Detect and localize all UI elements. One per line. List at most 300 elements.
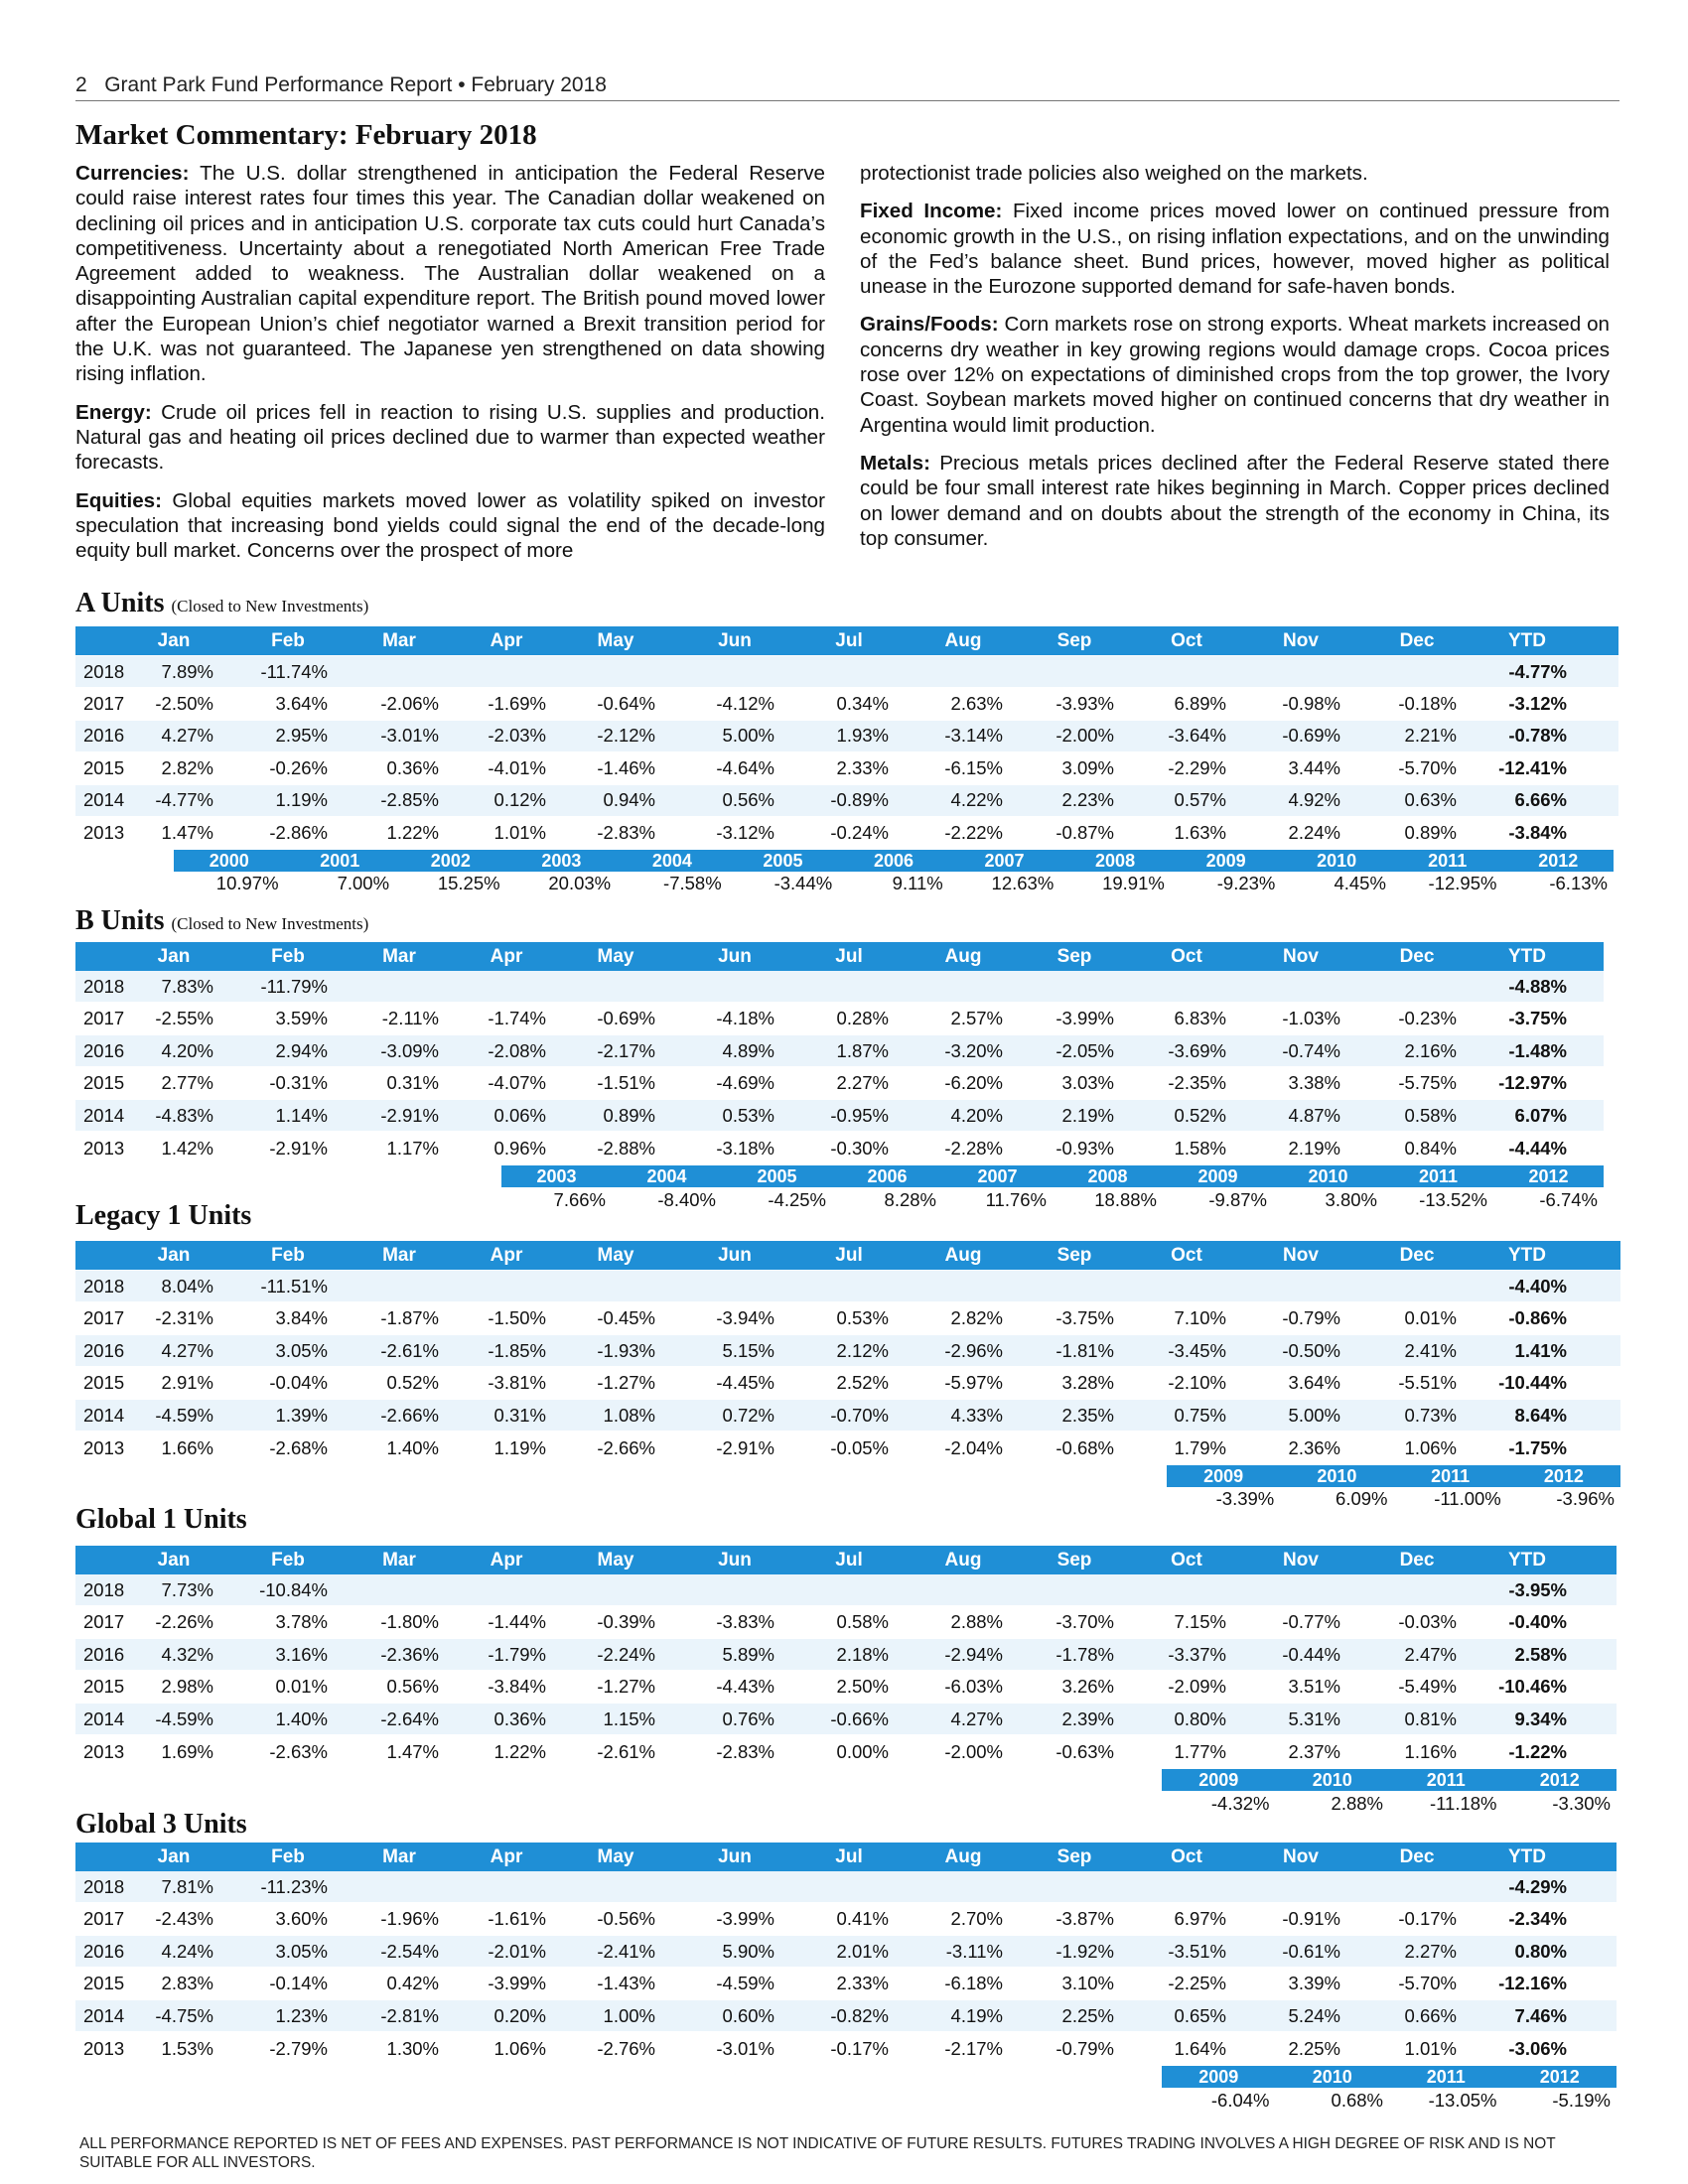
monthly-return: 0.72%	[722, 1404, 774, 1426]
row-year: 2017	[83, 1307, 125, 1329]
monthly-return: 1.63%	[1174, 821, 1226, 843]
column-header: Oct	[1171, 629, 1202, 651]
monthly-return: 7.83%	[161, 975, 213, 997]
column-header: YTD	[1508, 1244, 1546, 1266]
monthly-return: 4.19%	[950, 2004, 1003, 2026]
column-header: Jun	[718, 1244, 752, 1266]
monthly-return	[330, 1871, 439, 1902]
monthly-return: -2.96%	[944, 1339, 1003, 1361]
monthly-return: -2.88%	[597, 1137, 655, 1159]
annual-returns-row	[1162, 1792, 1617, 1816]
annual-return: 7.00%	[337, 873, 390, 893]
monthly-return: -0.23%	[1398, 1008, 1457, 1029]
monthly-return: -5.70%	[1398, 1973, 1457, 1994]
annual-year: 2009	[1198, 2066, 1239, 2087]
column-header: Jun	[718, 945, 752, 967]
monthly-return: -0.91%	[1282, 1908, 1340, 1930]
monthly-return: -3.87%	[1055, 1908, 1114, 1930]
monthly-return: 0.80%	[1174, 1707, 1226, 1729]
monthly-return: -2.25%	[1168, 1973, 1226, 1994]
row-year: 2013	[83, 1436, 125, 1458]
row-year: 2018	[83, 1578, 125, 1600]
monthly-return	[1231, 971, 1340, 1002]
table-row	[75, 1133, 1604, 1163]
monthly-return: 0.52%	[386, 1372, 439, 1394]
commentary-text: protectionist trade policies also weighed on the markets.	[860, 162, 1368, 185]
monthly-return: 3.64%	[1288, 1372, 1340, 1394]
monthly-return: -5.49%	[1398, 1676, 1457, 1698]
column-header: Nov	[1283, 1244, 1319, 1266]
table-row	[75, 1969, 1617, 1999]
monthly-return: -2.66%	[380, 1404, 439, 1426]
table-row	[75, 1303, 1620, 1334]
monthly-return: -6.20%	[944, 1072, 1003, 1094]
monthly-return: 2.25%	[1288, 2037, 1340, 2059]
ytd-value: -10.46%	[1498, 1676, 1567, 1698]
monthly-return: 4.20%	[950, 1104, 1003, 1126]
monthly-return	[330, 656, 439, 687]
column-header: Mar	[382, 629, 416, 651]
column-header: Feb	[271, 1244, 305, 1266]
monthly-return: 2.25%	[1061, 2004, 1114, 2026]
monthly-return	[1231, 656, 1340, 687]
monthly-return: 0.06%	[493, 1104, 546, 1126]
column-header: Aug	[944, 629, 982, 651]
table-title	[75, 588, 368, 619]
annual-year: 2005	[763, 850, 803, 871]
row-year: 2017	[83, 1908, 125, 1930]
monthly-return: -0.69%	[1282, 725, 1340, 747]
monthly-return: 1.77%	[1174, 1740, 1226, 1762]
monthly-return: -3.81%	[488, 1372, 546, 1394]
annual-year: 2003	[541, 850, 582, 871]
table-row	[75, 752, 1618, 783]
monthly-return: 2.82%	[950, 1307, 1003, 1329]
column-header: Mar	[382, 1549, 416, 1570]
annual-return: 18.88%	[1094, 1189, 1157, 1210]
monthly-return: -2.91%	[716, 1436, 774, 1458]
column-header: May	[597, 1549, 634, 1570]
commentary-paragraph	[860, 199, 1610, 299]
ytd-value: -3.84%	[1508, 821, 1567, 843]
ytd-value: -0.86%	[1508, 1307, 1567, 1329]
monthly-return	[1347, 1871, 1457, 1902]
column-header: Jan	[157, 1549, 191, 1570]
row-year: 2016	[83, 1643, 125, 1665]
monthly-return: 2.35%	[1061, 1404, 1114, 1426]
monthly-return: -2.55%	[155, 1008, 213, 1029]
monthly-return: 5.24%	[1288, 2004, 1340, 2026]
column-header: Oct	[1171, 945, 1202, 967]
monthly-return: 3.59%	[275, 1008, 328, 1029]
column-header: YTD	[1508, 1549, 1546, 1570]
monthly-return: -1.93%	[597, 1339, 655, 1361]
annual-return: 7.66%	[553, 1189, 606, 1210]
table-row	[75, 1004, 1604, 1034]
monthly-return: -2.83%	[597, 821, 655, 843]
table-title	[75, 1504, 247, 1536]
table-row	[75, 785, 1618, 816]
monthly-return	[665, 1271, 774, 1301]
monthly-return: -0.44%	[1282, 1643, 1340, 1665]
monthly-return: -0.74%	[1282, 1039, 1340, 1061]
annual-return: 12.63%	[991, 873, 1055, 893]
monthly-return: -10.84%	[259, 1578, 328, 1600]
monthly-return: -0.03%	[1398, 1611, 1457, 1633]
monthly-return: 1.16%	[1404, 1740, 1457, 1762]
commentary-title: Market Commentary: February 2018	[75, 119, 537, 151]
monthly-return: 4.89%	[722, 1039, 774, 1061]
row-year: 2017	[83, 692, 125, 714]
monthly-return: 0.12%	[493, 789, 546, 811]
table-header-row	[75, 942, 1604, 971]
monthly-return	[330, 1574, 439, 1605]
annual-return: 19.91%	[1102, 873, 1165, 893]
annual-returns-row	[1167, 1487, 1620, 1511]
monthly-return	[894, 656, 1003, 687]
monthly-return: -2.86%	[269, 821, 328, 843]
monthly-return	[546, 1871, 655, 1902]
monthly-return: -2.28%	[944, 1137, 1003, 1159]
monthly-return: -1.69%	[488, 692, 546, 714]
monthly-return: 3.60%	[275, 1908, 328, 1930]
monthly-return	[437, 1271, 546, 1301]
monthly-return: 2.36%	[1288, 1436, 1340, 1458]
monthly-return: 8.04%	[161, 1275, 213, 1297]
monthly-return: 1.01%	[1404, 2037, 1457, 2059]
annual-return: 4.45%	[1334, 873, 1386, 893]
monthly-return: -2.09%	[1168, 1676, 1226, 1698]
column-header: Jul	[835, 1845, 863, 1867]
monthly-return	[437, 971, 546, 1002]
commentary-heading: Currencies:	[75, 162, 190, 185]
monthly-return: -0.61%	[1282, 1940, 1340, 1962]
monthly-return: 2.50%	[836, 1676, 889, 1698]
monthly-return: -5.70%	[1398, 756, 1457, 778]
annual-returns-row	[501, 1188, 1604, 1212]
commentary-left-column	[75, 161, 825, 576]
monthly-return: -1.51%	[597, 1072, 655, 1094]
annual-year: 2009	[1197, 1165, 1238, 1186]
monthly-return: 0.31%	[493, 1404, 546, 1426]
row-year: 2013	[83, 1137, 125, 1159]
monthly-return: -3.94%	[716, 1307, 774, 1329]
monthly-return: 1.14%	[275, 1104, 328, 1126]
monthly-return: 2.91%	[161, 1372, 213, 1394]
annual-return: -9.23%	[1216, 873, 1276, 893]
monthly-return: -1.74%	[488, 1008, 546, 1029]
monthly-return: -0.14%	[269, 1973, 328, 1994]
monthly-return: 7.73%	[161, 1578, 213, 1600]
column-header: Jan	[157, 629, 191, 651]
monthly-return	[1117, 656, 1226, 687]
monthly-return: -2.68%	[269, 1436, 328, 1458]
column-header: Oct	[1171, 1244, 1202, 1266]
monthly-return: -2.85%	[380, 789, 439, 811]
column-header: Feb	[271, 629, 305, 651]
monthly-return	[1005, 1271, 1114, 1301]
monthly-return: -6.03%	[944, 1676, 1003, 1698]
monthly-return: 1.19%	[493, 1436, 546, 1458]
row-year: 2014	[83, 1404, 125, 1426]
monthly-return: -5.51%	[1398, 1372, 1457, 1394]
monthly-return: -0.26%	[269, 756, 328, 778]
column-header: YTD	[1508, 1845, 1546, 1867]
monthly-return: 2.98%	[161, 1676, 213, 1698]
monthly-return: -2.41%	[597, 1940, 655, 1962]
monthly-return: 1.06%	[1404, 1436, 1457, 1458]
monthly-return: 1.79%	[1174, 1436, 1226, 1458]
row-year: 2016	[83, 1339, 125, 1361]
monthly-return: 2.21%	[1404, 725, 1457, 747]
commentary-paragraph	[75, 161, 825, 387]
annual-years-header	[501, 1165, 1604, 1187]
monthly-return: -4.59%	[155, 1707, 213, 1729]
monthly-return: -11.79%	[260, 975, 328, 997]
monthly-return: -0.17%	[1398, 1908, 1457, 1930]
monthly-return: 5.00%	[1288, 1404, 1340, 1426]
monthly-return: 1.01%	[493, 821, 546, 843]
monthly-return: 3.16%	[275, 1643, 328, 1665]
annual-year: 2007	[977, 1165, 1018, 1186]
annual-year: 2001	[320, 850, 360, 871]
column-header: Aug	[944, 1244, 982, 1266]
commentary-heading: Grains/Foods:	[860, 313, 999, 337]
table-row	[75, 1936, 1617, 1967]
commentary-paragraph	[860, 312, 1610, 437]
monthly-return: 0.36%	[386, 756, 439, 778]
monthly-return: -11.51%	[260, 1275, 328, 1297]
table-title-text: Global 1 Units	[75, 1504, 247, 1535]
table-row	[75, 1607, 1617, 1638]
column-header: Sep	[1056, 629, 1092, 651]
monthly-return	[779, 656, 889, 687]
monthly-return	[546, 656, 655, 687]
column-header: Jul	[835, 1549, 863, 1570]
ytd-value: -4.44%	[1508, 1137, 1567, 1159]
row-year: 2015	[83, 756, 125, 778]
monthly-return	[894, 1271, 1003, 1301]
annual-return: -6.74%	[1539, 1189, 1598, 1210]
monthly-return: 7.89%	[161, 660, 213, 682]
column-header: Nov	[1283, 1845, 1319, 1867]
monthly-return: 1.64%	[1174, 2037, 1226, 2059]
column-header: Jun	[718, 629, 752, 651]
ytd-value: -1.48%	[1508, 1039, 1567, 1061]
monthly-return	[665, 1574, 774, 1605]
monthly-return: -2.06%	[380, 692, 439, 714]
footer-disclaimer: ALL PERFORMANCE REPORTED IS NET OF FEES AND EXPENSES. PAST PERFORMANCE IS NOT INDICATIVE OF FUTURE RESULTS. FUTURES TRADING INVOLVES A HIGH DEGREE OF RISK AND IS NOT SUITABLE FOR ALL INVESTORS.	[79, 2135, 1556, 2171]
monthly-return: 3.38%	[1288, 1072, 1340, 1094]
monthly-return: -2.03%	[488, 725, 546, 747]
monthly-return: -2.29%	[1168, 756, 1226, 778]
monthly-return: -3.11%	[945, 1940, 1003, 1962]
table-row	[75, 2000, 1617, 2031]
annual-year: 2000	[209, 850, 249, 871]
monthly-return: -2.83%	[716, 1740, 774, 1762]
monthly-return: 2.23%	[1061, 789, 1114, 811]
monthly-return: 3.78%	[275, 1611, 328, 1633]
annual-years-header	[174, 850, 1614, 872]
column-header: Aug	[944, 1549, 982, 1570]
monthly-return: -2.76%	[597, 2037, 655, 2059]
commentary-text: Global equities markets moved lower as volatility spiked on investor speculation that increasing bond yields could signal the end of the decade-long equity bull market. Concerns over the prospect of more	[75, 488, 825, 563]
monthly-return: -2.00%	[944, 1740, 1003, 1762]
annual-year: 2012	[1538, 850, 1579, 871]
monthly-return: 1.39%	[275, 1404, 328, 1426]
monthly-return: -0.56%	[597, 1908, 655, 1930]
monthly-return: 4.20%	[161, 1039, 213, 1061]
monthly-return: -3.51%	[1168, 1940, 1226, 1962]
row-year: 2015	[83, 1676, 125, 1698]
annual-years-header	[1167, 1465, 1620, 1487]
monthly-return: -3.99%	[488, 1973, 546, 1994]
commentary-heading: Equities:	[75, 488, 162, 512]
annual-return: -3.96%	[1556, 1488, 1615, 1509]
ytd-value: 2.58%	[1514, 1643, 1567, 1665]
monthly-return	[665, 971, 774, 1002]
annual-return: -5.19%	[1552, 2090, 1611, 2111]
row-year: 2018	[83, 660, 125, 682]
commentary-heading: Energy:	[75, 400, 152, 424]
annual-return: -13.05%	[1428, 2090, 1497, 2111]
monthly-return: -0.69%	[597, 1008, 655, 1029]
ytd-value: -0.78%	[1508, 725, 1567, 747]
monthly-return: -0.30%	[830, 1137, 889, 1159]
monthly-return	[1231, 1871, 1340, 1902]
monthly-return: -1.92%	[1055, 1940, 1114, 1962]
monthly-return: -6.18%	[944, 1973, 1003, 1994]
monthly-return: 5.90%	[722, 1940, 774, 1962]
monthly-return: 7.81%	[161, 1875, 213, 1897]
monthly-return: 0.56%	[386, 1676, 439, 1698]
monthly-return: -0.05%	[830, 1436, 889, 1458]
monthly-return: 0.57%	[1174, 789, 1226, 811]
monthly-return: 3.84%	[275, 1307, 328, 1329]
annual-return: 8.28%	[884, 1189, 936, 1210]
annual-year: 2009	[1203, 1465, 1244, 1486]
monthly-return: -3.14%	[944, 725, 1003, 747]
monthly-return: 3.05%	[275, 1339, 328, 1361]
annual-return: -4.25%	[768, 1189, 826, 1210]
ytd-value: -1.22%	[1508, 1740, 1567, 1762]
annual-year: 2011	[1426, 2066, 1466, 2087]
monthly-return	[437, 656, 546, 687]
column-header: Jan	[157, 1845, 191, 1867]
monthly-return: -2.81%	[380, 2004, 439, 2026]
monthly-return	[1347, 1574, 1457, 1605]
monthly-return: -4.59%	[716, 1973, 774, 1994]
commentary-paragraph	[860, 451, 1610, 551]
monthly-return: 2.63%	[950, 692, 1003, 714]
monthly-return: -1.43%	[597, 1973, 655, 1994]
annual-year: 2012	[1528, 1165, 1569, 1186]
monthly-return: 3.26%	[1061, 1676, 1114, 1698]
monthly-return: 2.18%	[836, 1643, 889, 1665]
monthly-return: -0.87%	[1055, 821, 1114, 843]
annual-year: 2011	[1431, 1465, 1471, 1486]
monthly-return: -0.04%	[269, 1372, 328, 1394]
monthly-return: 1.87%	[836, 1039, 889, 1061]
monthly-return: -2.94%	[944, 1643, 1003, 1665]
monthly-return: 4.87%	[1288, 1104, 1340, 1126]
monthly-return: 2.19%	[1061, 1104, 1114, 1126]
table-title	[75, 1200, 251, 1232]
annual-return: -3.39%	[1215, 1488, 1275, 1509]
column-header: Sep	[1056, 945, 1092, 967]
monthly-return: -0.68%	[1055, 1436, 1114, 1458]
monthly-return	[546, 971, 655, 1002]
column-header: May	[597, 1845, 634, 1867]
annual-year: 2009	[1198, 1769, 1239, 1790]
commentary-heading: Metals:	[860, 451, 930, 475]
monthly-return: 1.08%	[603, 1404, 655, 1426]
monthly-return: 1.53%	[161, 2037, 213, 2059]
annual-return: -4.32%	[1210, 1793, 1270, 1814]
commentary-heading: Fixed Income:	[860, 200, 1003, 223]
table-row	[75, 2033, 1617, 2064]
monthly-return: 2.24%	[1288, 821, 1340, 843]
monthly-return: -2.61%	[597, 1740, 655, 1762]
monthly-return: 1.47%	[161, 821, 213, 843]
annual-return: 0.68%	[1331, 2090, 1383, 2111]
annual-return: -7.58%	[663, 873, 722, 893]
monthly-return: 0.53%	[722, 1104, 774, 1126]
row-year: 2013	[83, 2037, 125, 2059]
table-row	[75, 1736, 1617, 1767]
monthly-return: 1.66%	[161, 1436, 213, 1458]
column-header: Feb	[271, 945, 305, 967]
column-header: Mar	[382, 945, 416, 967]
table-row	[75, 971, 1604, 1002]
monthly-return	[330, 971, 439, 1002]
monthly-return	[779, 1574, 889, 1605]
table-title	[75, 1809, 247, 1841]
monthly-return: 1.30%	[386, 2037, 439, 2059]
monthly-return: 4.32%	[161, 1643, 213, 1665]
monthly-return: 0.42%	[386, 1973, 439, 1994]
monthly-return: -2.91%	[380, 1104, 439, 1126]
monthly-return: -0.77%	[1282, 1611, 1340, 1633]
monthly-return: 1.15%	[603, 1707, 655, 1729]
monthly-return: 2.52%	[836, 1372, 889, 1394]
ytd-value: -12.97%	[1498, 1072, 1567, 1094]
monthly-return: -4.07%	[488, 1072, 546, 1094]
monthly-return: -0.64%	[597, 692, 655, 714]
row-year: 2016	[83, 1940, 125, 1962]
annual-return: 6.09%	[1336, 1488, 1388, 1509]
monthly-return: 0.65%	[1174, 2004, 1226, 2026]
monthly-return: 0.58%	[836, 1611, 889, 1633]
column-header: May	[597, 1244, 634, 1266]
monthly-return: 7.10%	[1174, 1307, 1226, 1329]
monthly-return: -3.20%	[944, 1039, 1003, 1061]
annual-return: -11.00%	[1434, 1488, 1501, 1509]
monthly-return: 5.15%	[722, 1339, 774, 1361]
table-row	[75, 656, 1618, 687]
monthly-return: -0.50%	[1282, 1339, 1340, 1361]
row-year: 2014	[83, 2004, 125, 2026]
monthly-return	[1117, 1871, 1226, 1902]
monthly-return: -2.17%	[597, 1039, 655, 1061]
monthly-return: -2.12%	[597, 725, 655, 747]
annual-year: 2008	[1095, 850, 1136, 871]
row-year: 2018	[83, 975, 125, 997]
annual-year: 2010	[1312, 2066, 1352, 2087]
annual-return: 10.97%	[215, 873, 279, 893]
table-row	[75, 1400, 1620, 1431]
monthly-return: -3.84%	[488, 1676, 546, 1698]
